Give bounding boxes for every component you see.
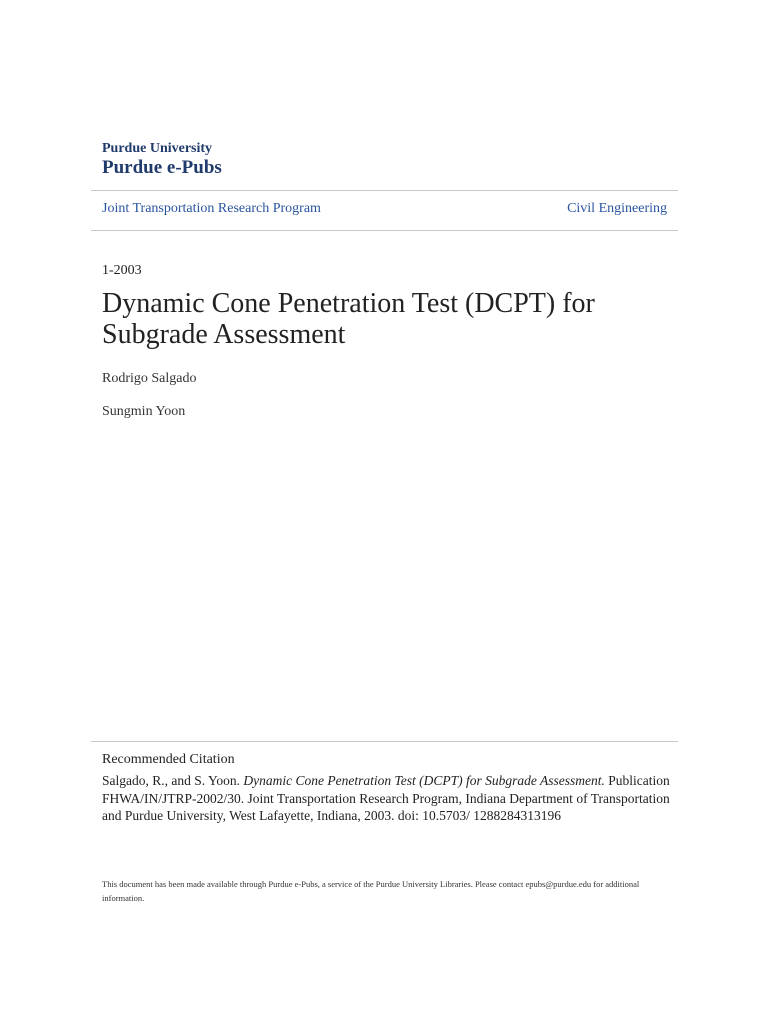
citation-prefix: Salgado, R., and S. Yoon.: [102, 773, 244, 788]
publication-date: 1-2003: [102, 263, 142, 278]
university-name[interactable]: Purdue University: [102, 141, 213, 156]
institution-header: [102, 140, 222, 179]
citation-title: Dynamic Cone Penetration Test (DCPT) for Subgrade Assessment.: [243, 773, 605, 788]
availability-note: This document has been made available through Purdue e-Pubs, a service of the Purdue University Libraries. Please contact epubs@purdue.edu for additional information.: [102, 879, 640, 903]
department-link[interactable]: Civil Engineering: [567, 201, 667, 216]
collection-nav: [102, 200, 667, 218]
citation-heading: Recommended Citation: [102, 752, 235, 767]
author-name: Sungmin Yoon: [102, 404, 186, 419]
citation-divider: [91, 741, 678, 742]
nav-divider: [91, 230, 678, 231]
author-name: Rodrigo Salgado: [102, 371, 197, 386]
document-title: Dynamic Cone Penetration Test (DCPT) for Subgrade Assessment: [102, 288, 595, 350]
program-link[interactable]: Joint Transportation Research Program: [102, 201, 321, 216]
repository-name[interactable]: Purdue e-Pubs: [102, 157, 222, 178]
citation-details: Publication FHWA/IN/JTRP-2002/30. Joint Transportation Research Program, Indiana Department of Transportation and Purdue University, West Lafayette, Indiana, 2003. doi: 10.5703/ 1288284313196: [102, 773, 670, 823]
citation-text: [102, 772, 672, 825]
top-divider: [91, 190, 678, 191]
